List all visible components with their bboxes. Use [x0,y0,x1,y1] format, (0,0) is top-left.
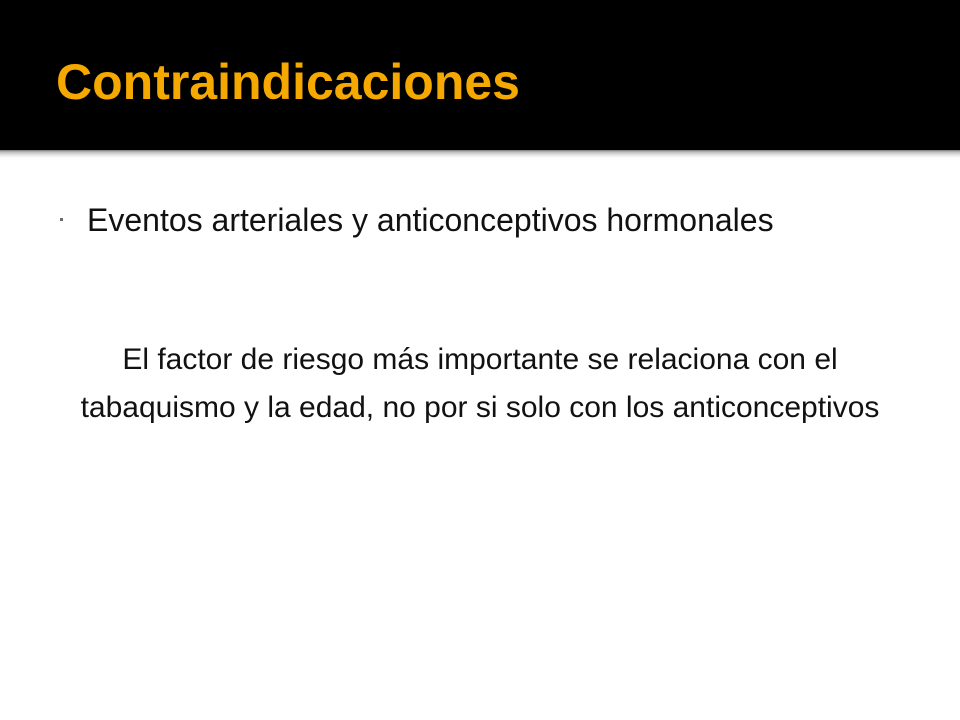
bullet-marker-icon [60,218,63,221]
title-divider [0,150,960,158]
slide-title: Contraindicaciones [56,54,520,110]
title-bar [0,0,960,150]
bullet-text: Eventos arteriales y anticonceptivos hormonales [87,202,774,238]
body-paragraph: El factor de riesgo más importante se relaciona con el tabaquismo y la edad, no por si solo con los anticonceptivos [80,343,880,424]
